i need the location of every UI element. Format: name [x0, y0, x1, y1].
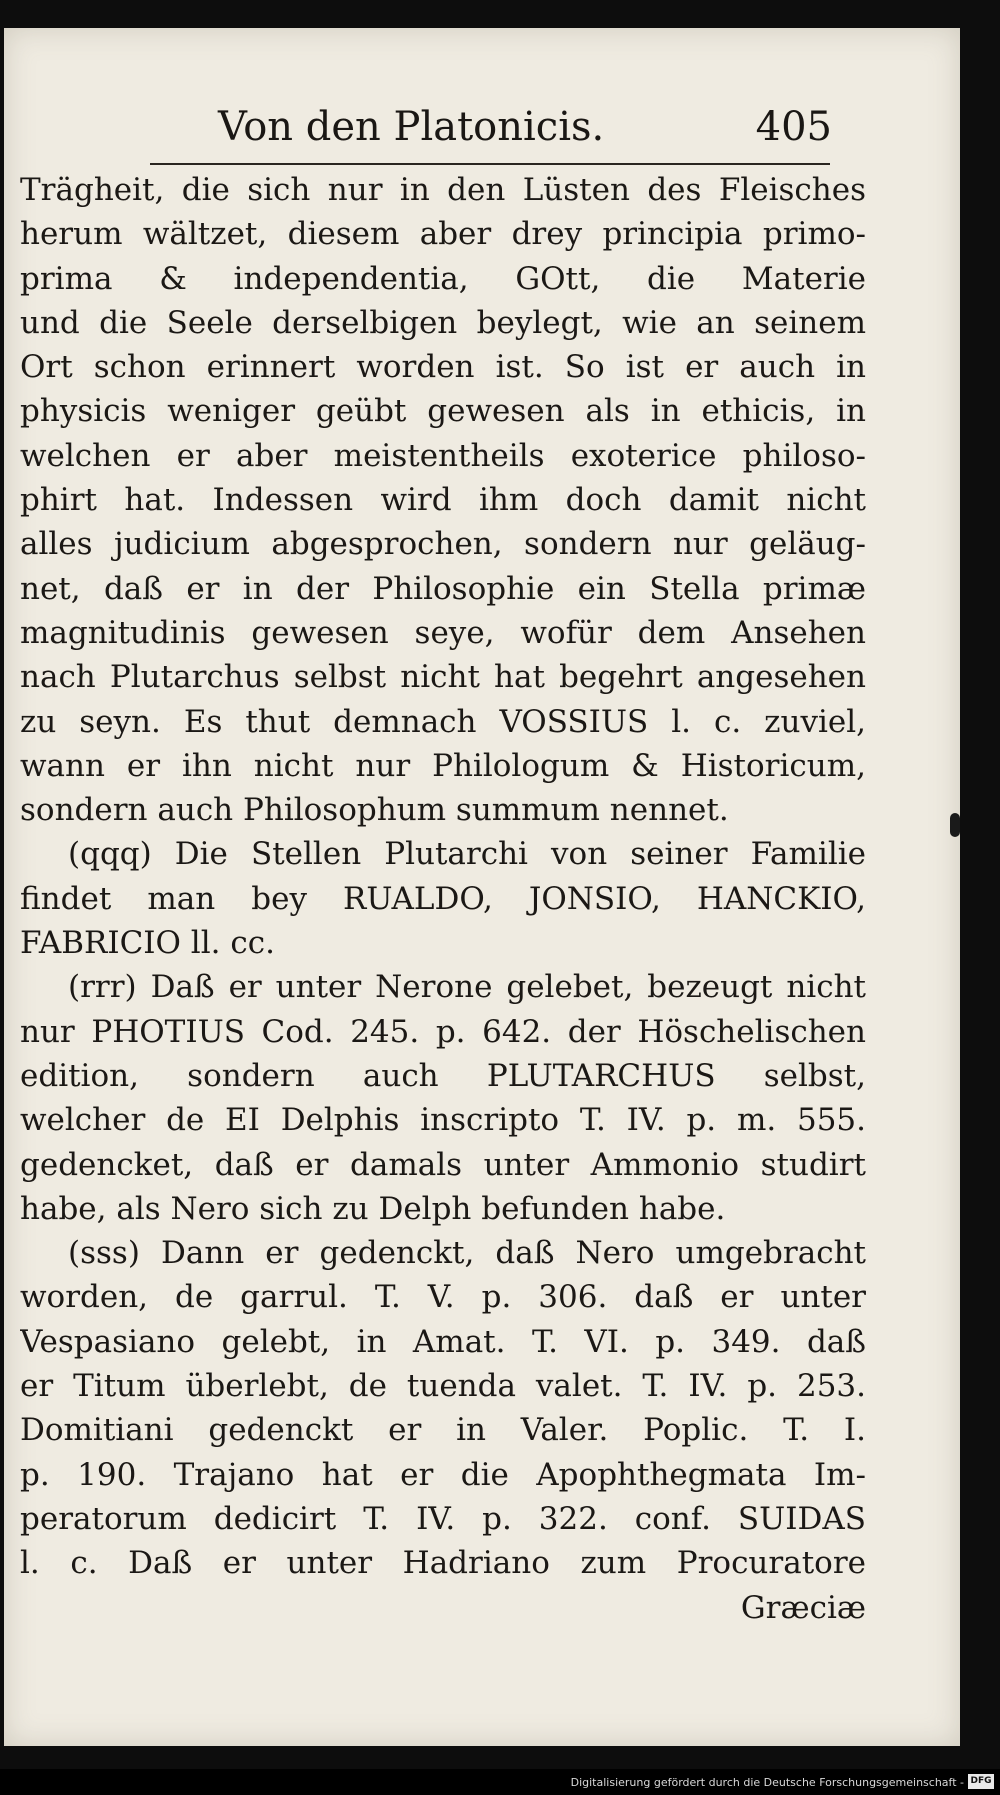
footnote-rrr-line: nur PHOTIUS Cod. 245. p. 642. der Höschelischen — [20, 1013, 866, 1050]
footnote-sss-line: l. c. Daß er unter Hadriano zum Procuratore — [20, 1545, 866, 1582]
text-line: Ort schon erinnert worden ist. So ist er auch in — [20, 349, 866, 386]
digitization-footer — [0, 1769, 1000, 1795]
dfg-logo: DFG — [968, 1774, 994, 1789]
header-rule — [150, 163, 830, 165]
text-line: und die Seele derselbigen beylegt, wie an seinem — [20, 304, 866, 341]
text-line: prima & independentia, GOtt, die Materie — [20, 260, 866, 297]
book-page — [4, 28, 960, 1746]
footnote-sss-line: (sss) Dann er gedenckt, daß Nero umgebracht — [68, 1235, 866, 1272]
footnote-sss-line: peratorum dedicirt T. IV. p. 322. conf. SUIDAS — [20, 1500, 866, 1537]
text-line: phirt hat. Indessen wird ihm doch damit nicht — [20, 482, 866, 519]
body-text — [20, 168, 866, 1630]
footnote-sss-line: er Titum überlebt, de tuenda valet. T. IV. p. 253. — [20, 1368, 866, 1405]
footnote-sss-line: worden, de garrul. T. V. p. 306. daß er unter — [20, 1279, 866, 1316]
page-number: 405 — [755, 104, 832, 150]
text-line: nach Plutarchus selbst nicht hat begehrt angesehen — [20, 659, 866, 696]
catchword: Græciæ — [740, 1589, 866, 1626]
footnote-rrr-line: habe, als Nero sich zu Delph befunden habe. — [20, 1190, 726, 1227]
running-title: Von den Platonicis. — [218, 104, 605, 150]
text-line: wann er ihn nicht nur Philologum & Historicum, — [20, 747, 866, 784]
text-line: zu seyn. Es thut demnach VOSSIUS l. c. zuviel, — [20, 703, 866, 740]
text-line: net, daß er in der Philosophie ein Stella primæ — [20, 570, 866, 607]
text-line: Trägheit, die sich nur in den Lüsten des Fleisches — [20, 172, 866, 208]
footnote-qqq-line: (qqq) Die Stellen Plutarchi von seiner Familie — [68, 836, 866, 873]
funding-credit: Digitalisierung gefördert durch die Deutsche Forschungsgemeinschaft - — [570, 1776, 964, 1789]
footnote-rrr-line: welcher de EI Delphis inscripto T. IV. p. m. 555. — [20, 1102, 866, 1139]
text-line: sondern auch Philosophum summum nennet. — [20, 792, 729, 829]
text-line: magnitudinis gewesen seye, wofür dem Ansehen — [20, 614, 866, 651]
footnote-qqq-line: FABRICIO ll. cc. — [20, 925, 275, 962]
footnote-sss-line: p. 190. Trajano hat er die Apophthegmata Im- — [20, 1456, 866, 1493]
footnote-sss-line: Domitiani gedenckt er in Valer. Poplic. T. I. — [20, 1412, 866, 1449]
text-line: herum wältzet, diesem aber drey principia primo- — [20, 216, 866, 253]
footnote-rrr-line: edition, sondern auch PLUTARCHUS selbst, — [20, 1057, 866, 1094]
footnote-qqq-line: findet man bey RUALDO, JONSIO, HANCKIO, — [20, 880, 866, 917]
footnote-rrr-line: gedencket, daß er damals unter Ammonio studirt — [20, 1146, 866, 1183]
page-header — [4, 76, 960, 156]
page-edge-mark — [950, 813, 960, 837]
footnote-rrr-line: (rrr) Daß er unter Nerone gelebet, bezeugt nicht — [68, 969, 866, 1006]
text-line: alles judicium abgesprochen, sondern nur geläug- — [20, 526, 866, 563]
footnote-sss-line: Vespasiano gelebt, in Amat. T. VI. p. 349. daß — [20, 1323, 866, 1360]
text-line: welchen er aber meistentheils exoterice philoso- — [20, 437, 866, 474]
text-line: physicis weniger geübt gewesen als in ethicis, in — [20, 393, 866, 430]
